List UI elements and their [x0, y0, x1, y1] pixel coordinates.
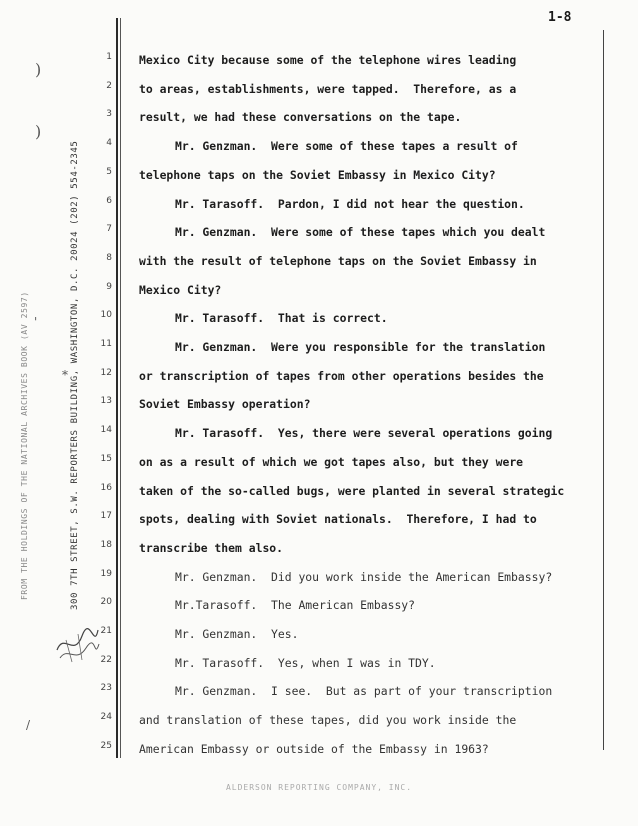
archive-holdings-side-text: FROM THE HOLDINGS OF THE NATIONAL ARCHIVES BOOK (AV 2597)	[20, 291, 29, 600]
transcript-line: result, we had these conversations on the tape.	[139, 110, 462, 125]
transcript-line: Mr. Tarasoff. Yes, there were several operations going	[175, 426, 553, 441]
line-number: 12	[100, 367, 112, 378]
line-number: 2	[106, 80, 112, 91]
line-number: 4	[106, 138, 112, 149]
line-number: 6	[106, 195, 112, 206]
scan-speck-icon: '	[34, 315, 38, 329]
line-number: 19	[100, 568, 112, 579]
transcript-line: Mexico City?	[139, 282, 222, 297]
line-number: 24	[100, 712, 112, 723]
line-number: 14	[100, 425, 112, 436]
transcript-line: and translation of these tapes, did you work inside the	[139, 713, 517, 728]
transcript-line: Mr. Genzman. Were you responsible for the translation	[175, 340, 546, 354]
transcript-line: Mr. Genzman. Were some of these tapes a result of	[175, 139, 518, 154]
transcript-line: Mr. Tarasoff. Yes, when I was in TDY.	[175, 655, 436, 670]
line-number: 11	[100, 339, 112, 349]
hole-punch-mark-icon: )	[35, 122, 42, 141]
right-margin-rule	[603, 30, 604, 750]
page-number: 1-8	[548, 10, 572, 25]
line-number: 23	[100, 683, 112, 694]
transcript-line: taken of the so-called bugs, were planted in several strategic	[139, 483, 565, 498]
line-number: 10	[100, 310, 112, 321]
line-number: 20	[100, 597, 112, 608]
transcript-line: Mr. Genzman. Did you work inside the American Embassy?	[175, 569, 553, 584]
transcript-line: American Embassy or outside of the Embassy in 1963?	[139, 741, 489, 756]
transcript-line: Mr. Genzman. I see. But as part of your transcription	[175, 684, 553, 699]
line-number: 7	[106, 224, 112, 235]
transcript-line: or transcription of tapes from other operations besides the	[139, 368, 544, 383]
transcript-line: transcribe them also.	[139, 540, 284, 555]
transcript-line: to areas, establishments, were tapped. Therefore, as a	[139, 81, 517, 96]
hole-punch-mark-icon: )	[35, 60, 42, 79]
line-number: 9	[106, 281, 112, 292]
transcript-line: with the result of telephone taps on the Soviet Embassy in	[139, 253, 537, 268]
line-number: 15	[100, 453, 112, 464]
line-number: 21	[100, 626, 112, 636]
transcript-line: Mexico City because some of the telephone wires leading	[139, 53, 517, 67]
transcript-line: on as a result of which we got tapes also, but they were	[139, 454, 524, 469]
line-number: 25	[100, 740, 112, 751]
transcript-line: Mr. Tarasoff. That is correct.	[175, 311, 388, 326]
line-number: 16	[100, 482, 112, 493]
reporter-address-side-text: 300 7TH STREET, S.W. REPORTERS BUILDING, WASHINGTON, D.C. 20024 (202) 554-2345	[70, 140, 80, 610]
scan-speck-icon: /	[26, 718, 31, 732]
transcript-line: Mr. Tarasoff. Pardon, I did not hear the question.	[175, 196, 525, 211]
line-number: 13	[100, 396, 112, 407]
transcript-line: Mr. Genzman. Yes.	[175, 627, 299, 641]
left-margin-rule-inner	[120, 18, 121, 758]
line-number: 5	[106, 166, 112, 177]
left-margin-rule	[116, 18, 118, 758]
scan-speck-icon: *	[62, 368, 68, 382]
transcript-line: Mr. Genzman. Were some of these tapes which you dealt	[175, 225, 546, 240]
line-number: 3	[106, 109, 112, 120]
line-number: 22	[100, 654, 112, 665]
transcript-line: Mr.Tarasoff. The American Embassy?	[175, 598, 416, 613]
transcript-line: Soviet Embassy operation?	[139, 397, 311, 412]
transcript-line: spots, dealing with Soviet nationals. Therefore, I had to	[139, 512, 537, 527]
line-number: 17	[100, 511, 112, 522]
handwritten-scribble-icon	[52, 620, 102, 670]
line-number: 18	[100, 539, 112, 550]
line-number: 8	[106, 252, 112, 263]
transcript-line: telephone taps on the Soviet Embassy in Mexico City?	[139, 167, 496, 182]
line-number: 1	[106, 52, 112, 62]
reporting-company-footer: ALDERSON REPORTING COMPANY, INC.	[225, 783, 413, 792]
